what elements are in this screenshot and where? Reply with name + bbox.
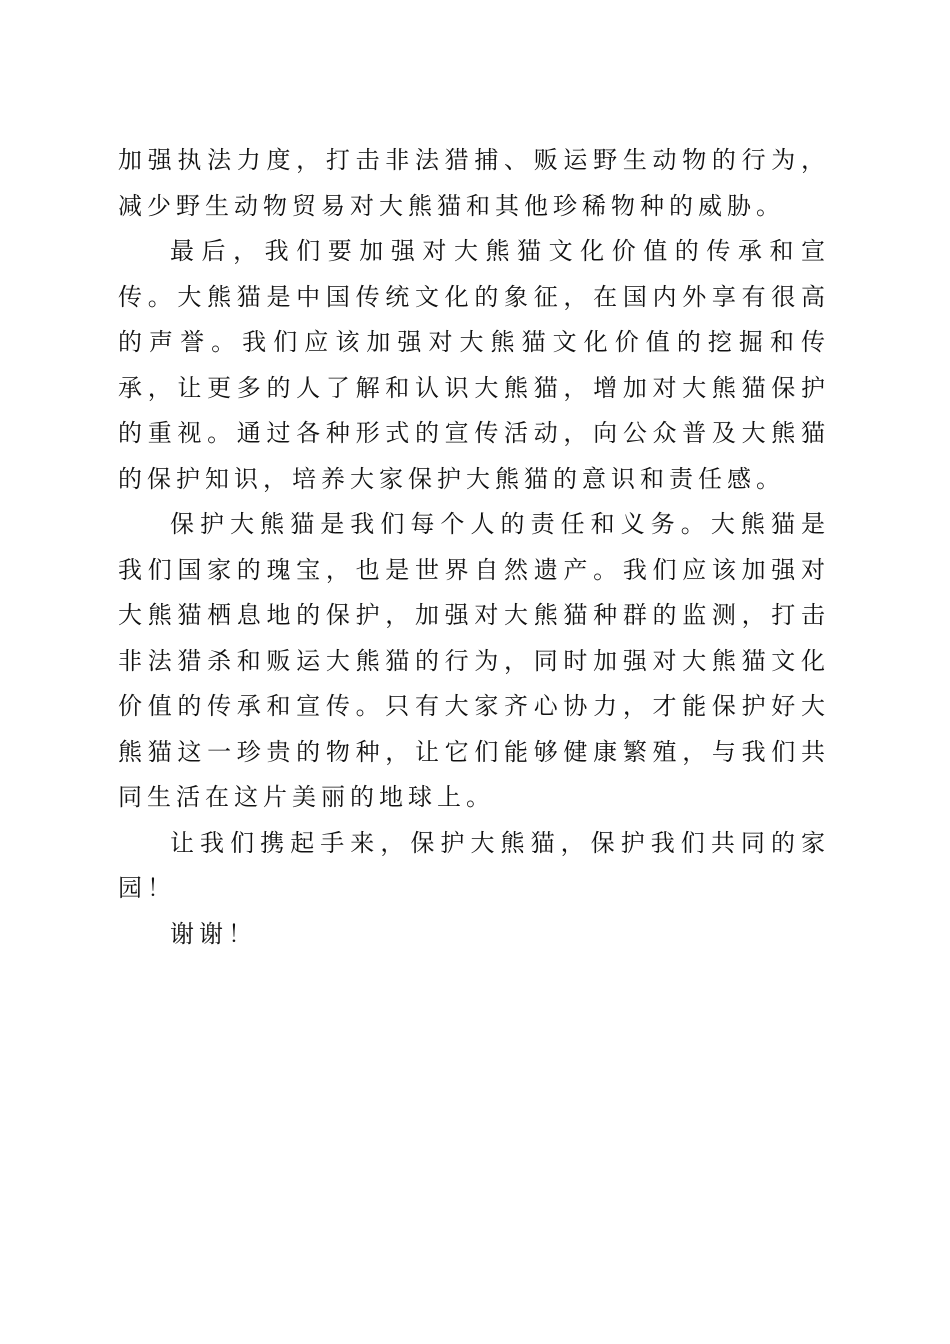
document-body: [118, 138, 830, 957]
paragraph-responsibility: 保护大熊猫是我们每个人的责任和义务。大熊猫是我们国家的瑰宝，也是世界自然遗产。我们应该加强对大熊猫栖息地的保护，加强对大熊猫种群的监测，打击非法猎杀和贩运大熊猫的行为，同时加强对大熊猫文化价值的传承和宣传。只有大家齐心协力，才能保护好大熊猫这一珍贵的物种，让它们能够健康繁殖，与我们共同生活在这片美丽的地球上。: [118, 510, 830, 811]
paragraph-thanks: 谢谢！: [170, 919, 257, 948]
paragraph-culture: 最后，我们要加强对大熊猫文化价值的传承和宣传。大熊猫是中国传统文化的象征，在国内外享有很高的声誉。我们应该加强对大熊猫文化价值的挖掘和传承，让更多的人了解和认识大熊猫，增加对大熊猫保护的重视。通过各种形式的宣传活动，向公众普及大熊猫的保护知识，培养大家保护大熊猫的意识和责任感。: [118, 237, 830, 493]
paragraph-continuation: 加强执法力度，打击非法猎捕、贩运野生动物的行为，减少野生动物贸易对大熊猫和其他珍稀物种的威胁。: [118, 146, 830, 220]
paragraph-call-to-action: 让我们携起手来，保护大熊猫，保护我们共同的家园！: [118, 828, 830, 902]
